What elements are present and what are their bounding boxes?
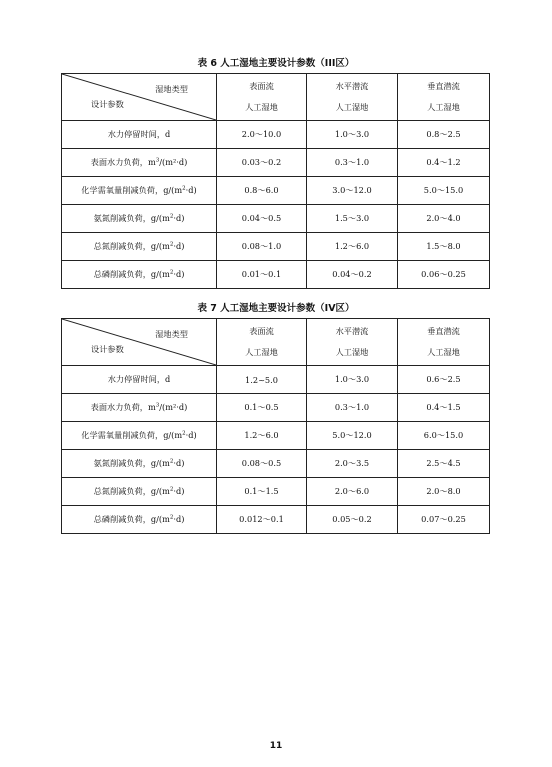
table-6-caption: 表 6 人工湿地主要设计参数（III区） — [197, 58, 355, 69]
value-cell: 0.4～1.5 — [398, 394, 490, 422]
table-6 — [61, 73, 490, 289]
value-cell: 3.0～12.0 — [307, 177, 398, 205]
value-cell: 0.08～0.5 — [217, 450, 307, 478]
parameter-cell: 水力停留时间，d — [62, 121, 217, 149]
value-cell: 5.0～12.0 — [307, 422, 398, 450]
value-cell: 1.0～3.0 — [307, 121, 398, 149]
parameter-cell: 总磷削减负荷，$g/(m^2\cdot d)$ — [62, 506, 217, 534]
parameter-cell: 总磷削减负荷，$g/(m^2\cdot d)$ — [62, 261, 217, 289]
value-cell: 0.03～0.2 — [217, 149, 307, 177]
value-cell: 1.5～8.0 — [398, 233, 490, 261]
table-row — [62, 261, 490, 289]
parameter-cell: 表面水力负荷，$m^3/(m^2\cdot d)$ — [62, 394, 217, 422]
value-cell: 6.0～15.0 — [398, 422, 490, 450]
value-cell: 0.04～0.2 — [307, 261, 398, 289]
table-row — [62, 394, 490, 422]
diagonal-line — [62, 319, 216, 365]
value-cell: 0.1～0.5 — [217, 394, 307, 422]
diagonal-bottom-label: 设计参数 — [91, 99, 124, 109]
value-cell: 0.07～0.25 — [398, 506, 490, 534]
value-cell: 1.5～3.0 — [307, 205, 398, 233]
table-row — [62, 233, 490, 261]
table-row — [62, 506, 490, 534]
column-header: 水平潜流 人工湿地 — [307, 319, 398, 366]
value-cell: 0.8～6.0 — [217, 177, 307, 205]
column-header: 垂直潜流 人工湿地 — [398, 74, 490, 121]
table-row — [62, 366, 490, 394]
table-row — [62, 149, 490, 177]
value-cell: 1.2～6.0 — [217, 422, 307, 450]
parameter-cell: 氨氮削减负荷，$g/(m^2\cdot d)$ — [62, 205, 217, 233]
value-cell: 0.06～0.25 — [398, 261, 490, 289]
diagonal-header-cell — [62, 319, 217, 366]
value-cell: 0.3～1.0 — [307, 394, 398, 422]
column-header: 表面流 人工湿地 — [217, 319, 307, 366]
table-7-header-row — [62, 319, 490, 366]
parameter-cell: 表面水力负荷，$m^3/(m^2\cdot d)$ — [62, 149, 217, 177]
parameter-cell: 氨氮削减负荷，$g/(m^2\cdot d)$ — [62, 450, 217, 478]
table-row — [62, 121, 490, 149]
table-row — [62, 450, 490, 478]
diagonal-bottom-label: 设计参数 — [91, 344, 124, 354]
value-cell: 1.0～3.0 — [307, 366, 398, 394]
table-7 — [61, 318, 490, 534]
table-7-caption: 表 7 人工湿地主要设计参数（IV区） — [197, 303, 355, 314]
value-cell: 2.0～10.0 — [217, 121, 307, 149]
parameter-cell: 化学需氧量削减负荷，$g/(m^2\cdot d)$ — [62, 422, 217, 450]
table-row — [62, 177, 490, 205]
parameter-cell: 化学需氧量削减负荷，$g/(m^2\cdot d)$ — [62, 177, 217, 205]
diagonal-top-label: 湿地类型 — [155, 329, 188, 339]
table-row — [62, 422, 490, 450]
value-cell: 2.0～4.0 — [398, 205, 490, 233]
diagonal-header-cell — [62, 74, 217, 121]
table-row — [62, 478, 490, 506]
column-header: 垂直潜流 人工湿地 — [398, 319, 490, 366]
table-6-header-row — [62, 74, 490, 121]
diagonal-line — [62, 74, 216, 120]
table-row — [62, 205, 490, 233]
value-cell: 0.3～1.0 — [307, 149, 398, 177]
parameter-cell: 水力停留时间，d — [62, 366, 217, 394]
parameter-cell: 总氮削减负荷，$g/(m^2\cdot d)$ — [62, 233, 217, 261]
diagonal-top-label: 湿地类型 — [155, 84, 188, 94]
parameter-cell: 总氮削减负荷，$g/(m^2\cdot d)$ — [62, 478, 217, 506]
value-cell: 0.04～0.5 — [217, 205, 307, 233]
value-cell: 0.05～0.2 — [307, 506, 398, 534]
value-cell: 0.012～0.1 — [217, 506, 307, 534]
value-cell: 0.1～1.5 — [217, 478, 307, 506]
value-cell: 2.5～4.5 — [398, 450, 490, 478]
value-cell: 2.0～3.5 — [307, 450, 398, 478]
value-cell: 0.01～0.1 — [217, 261, 307, 289]
value-cell: 5.0～15.0 — [398, 177, 490, 205]
value-cell: 2.0～6.0 — [307, 478, 398, 506]
value-cell: 0.6～2.5 — [398, 366, 490, 394]
page-number: 11 — [269, 741, 283, 751]
column-header: 水平潜流 人工湿地 — [307, 74, 398, 121]
value-cell: 0.8～2.5 — [398, 121, 490, 149]
column-header: 表面流 人工湿地 — [217, 74, 307, 121]
value-cell: 1.2～6.0 — [307, 233, 398, 261]
value-cell: 2.0～8.0 — [398, 478, 490, 506]
value-cell: 0.4～1.2 — [398, 149, 490, 177]
value-cell: 1.2~5.0 — [217, 366, 307, 394]
value-cell: 0.08～1.0 — [217, 233, 307, 261]
